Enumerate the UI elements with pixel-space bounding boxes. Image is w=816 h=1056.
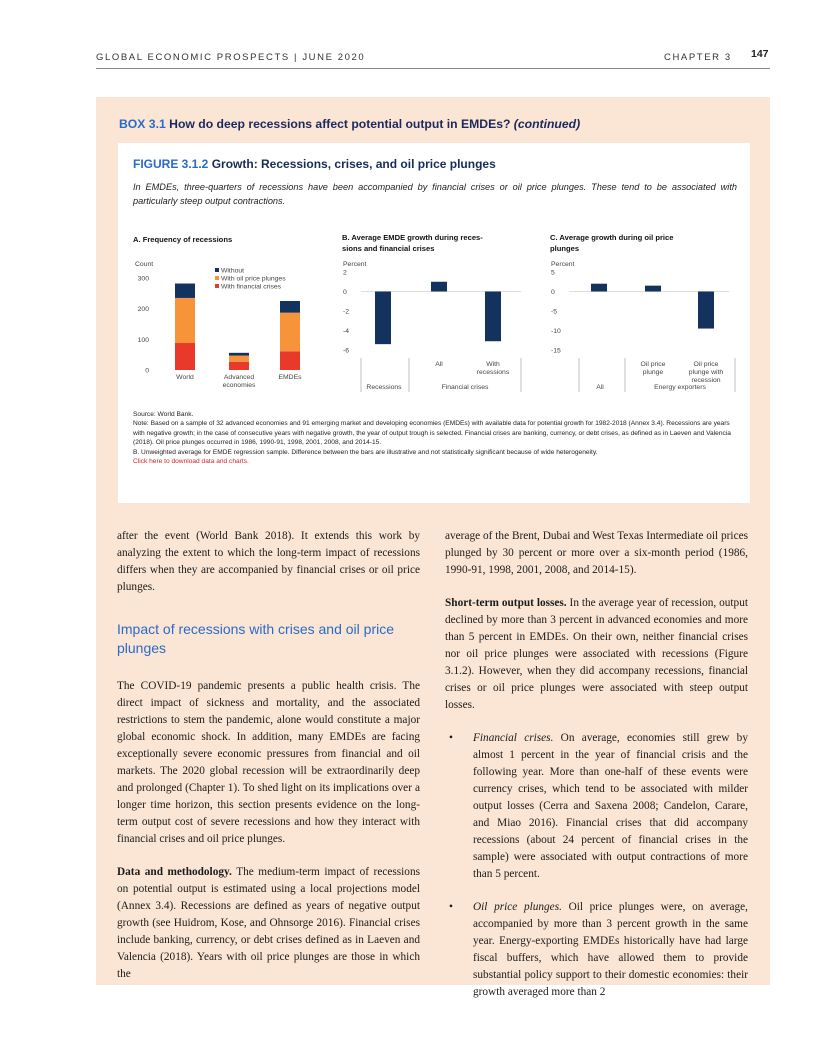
chart-b-ytick: -2 xyxy=(343,308,350,316)
figure-title-text: Growth: Recessions, crises, and oil price plunges xyxy=(208,157,496,171)
chart-b-category-label: With xyxy=(486,361,500,368)
right-paragraph-2 xyxy=(445,595,748,714)
bullet-oil-price-plunges xyxy=(445,899,748,1001)
left-paragraph-3-text: The medium-term impact of recessions on potential output is estimated using a local projections model (Annex 3.4). Recessions are defined as years of negative output growth (see Huidrom, Kose, and Ohnsorge 2016). Financial crises include banking, currency, or debt crises defined as in Laeven and Valencia (2018). Years with oil price plunges are those in which the xyxy=(117,866,420,980)
chart-b-bar xyxy=(485,292,501,342)
box-continued: (continued) xyxy=(510,117,581,131)
chart-c-category-label: Oil price xyxy=(693,361,719,368)
chart-b-ytick: -4 xyxy=(343,328,350,335)
body-column-left xyxy=(117,528,420,999)
chart-a-category-label: EMDEs xyxy=(278,374,302,381)
chart-a-legend-label: Without xyxy=(221,267,245,275)
left-paragraph-2: The COVID-19 pandemic presents a public health crisis. The direct impact of sickness and mortality, and the associated restrictions to stem the pandemic, alone would constitute a major global economic shock. In addition, many EMDEs are facing exceptionally severe economic pressures from financial and oil markets. The 2020 global recession will be extraordinarily deep and prolonged (Chapter 1). To shed light on its implications over a longer time horizon, this section presents evidence on the long-term output cost of severe recessions and how they interact with financial crises and oil price plunges. xyxy=(117,680,420,845)
chart-c-ytick: -5 xyxy=(551,308,558,316)
chart-a-ytick: 300 xyxy=(137,275,149,283)
bullet-1-lead: Financial crises. xyxy=(473,732,554,744)
box-title xyxy=(119,117,580,131)
chart-a-legend-label: With financial crises xyxy=(221,283,282,291)
chart-a-category-label: economies xyxy=(222,382,256,389)
chart-b-bar xyxy=(375,292,391,345)
chart-c-ytick: -15 xyxy=(551,347,561,355)
chart-b-bar xyxy=(431,282,447,292)
chart-c-category-label: plunge with xyxy=(688,369,724,376)
panel-a-title: A. Frequency of recessions xyxy=(133,235,233,244)
chart-a-legend-swatch xyxy=(215,276,219,280)
chart-c-ytick: -10 xyxy=(551,328,561,335)
bullet-1-text: On average, economies still grew by almost 1 percent in the year of financial crisis and the following year. More than one-half of these events were currency crises, which tend to be associated with milder output losses (Cerra and Saxena 2008; Candelon, Carare, and Miao 2016). Financial crises that did accompany recessions (about 24 percent of financial crises in the sample) were associated with output contractions of more than 5 percent. xyxy=(473,732,748,880)
chart-c-category-label: Oil price xyxy=(640,361,666,368)
chart-a-category-label: Advanced xyxy=(223,374,255,381)
short-term-losses-heading: Short-term output losses. xyxy=(445,597,567,609)
body-column-right xyxy=(445,528,748,1017)
figure-source: Source: World Bank. xyxy=(133,411,194,418)
chart-a-bar-without xyxy=(280,301,300,313)
chart-c-bar xyxy=(645,286,661,292)
box-label: BOX 3.1 xyxy=(119,117,166,131)
figure-note-b: B. Unweighted average for EMDE regression sample. Difference between the bars are illustrative and not statistically significant because of wide heterogeneity. xyxy=(133,448,598,456)
chart-c-group-label: Energy exporters xyxy=(654,384,706,391)
chart-a-bar-with-financial-crises xyxy=(175,343,195,370)
panel-b-title xyxy=(342,233,483,254)
chart-c-bar xyxy=(698,292,714,329)
chart-c-group-label: All xyxy=(596,384,604,391)
chart-c-ytick: 5 xyxy=(551,269,555,277)
chart-c-ytick: 0 xyxy=(551,289,555,296)
section-heading: Impact of recessions with crises and oil price plunges xyxy=(117,621,394,656)
chart-b-ytick: -6 xyxy=(343,347,350,355)
chart-a-bar-with-oil-price-plunges xyxy=(175,298,195,343)
chart-a-legend-swatch xyxy=(215,268,219,272)
chart-a-frequency-of-recessions xyxy=(133,258,333,398)
figure-subtitle: In EMDEs, three-quarters of recessions have been accompanied by financial crises or oil price plunges. These tend to be associated with particularly steep output contractions. xyxy=(133,182,737,206)
chart-b-ylabel: Percent xyxy=(343,261,367,268)
panel-b-title-line1: B. Average EMDE growth during reces- xyxy=(342,233,483,242)
figure-label: FIGURE 3.1.2 xyxy=(133,157,209,171)
page-number: 147 xyxy=(751,48,769,60)
running-header-title: GLOBAL ECONOMIC PROSPECTS | JUNE 2020 xyxy=(96,52,366,63)
figure-note-a: Note: Based on a sample of 32 advanced economies and 91 emerging market and developing economies (EMDEs) with available data for potential growth for 1982-2018 (Annex 3.4). Recessions are years with negative growth; in the case of consecutive years with negative growth, the year of output trough is selected. Financial crises are banking, currency, or debt crises, as defined as in Laeven and Valencia (2018). Oil price plunges occurred in 1986, 1990-91, 1998, 2001, 2008, and 2014-15. xyxy=(133,420,731,447)
right-paragraph-2-text: In the average year of recession, output declined by more than 3 percent in advanced economies and more than 5 percent in EMDEs. On their own, neither financial crises nor oil price plunges were associated with recessions (Figure 3.1.2). However, when they did accompany recessions, financial crises or oil price plunges were associated with steep output losses. xyxy=(445,597,748,711)
chart-b-group-label: Financial crises xyxy=(441,384,489,391)
left-paragraph-1: after the event (World Bank 2018). It extends this work by analyzing the extent to which the long-term impact of recessions differs when they are accompanied by financial crises or oil price plunges. xyxy=(117,530,420,593)
chart-c-growth-oil-plunges xyxy=(549,258,749,398)
chart-c-ylabel: Percent xyxy=(551,261,575,268)
chart-b-ytick: 0 xyxy=(343,289,347,296)
bullet-2-lead: Oil price plunges. xyxy=(473,901,562,913)
bullet-2-text: Oil price plunges were, on average, accompanied by more than 3 percent growth in the same year. Energy-exporting EMDEs historically have had large fiscal buffers, which have allowed them to provide substantial policy support to their domestic economies: their growth averaged more than 2 xyxy=(473,901,748,998)
panel-c-title-line2: plunges xyxy=(550,243,580,253)
panel-c-title xyxy=(550,233,673,254)
header-rule xyxy=(96,68,770,69)
chart-b-growth-recessions-crises xyxy=(341,258,541,398)
chart-a-bar-with-financial-crises xyxy=(229,362,249,370)
chart-c-bar xyxy=(591,284,607,292)
panel-b-title-line2: sions and financial crises xyxy=(342,243,435,253)
left-paragraph-3 xyxy=(117,864,420,983)
chart-a-ytick: 200 xyxy=(137,306,149,314)
chart-a-bar-without xyxy=(175,284,195,298)
chart-a-ylabel: Count xyxy=(135,261,154,268)
running-header-chapter: CHAPTER 3 xyxy=(664,52,732,63)
chart-a-legend-swatch xyxy=(215,284,219,288)
chart-c-category-label: plunge xyxy=(642,369,664,376)
panel-c-title-line1: C. Average growth during oil price xyxy=(550,233,674,242)
bullet-dot: • xyxy=(449,901,453,913)
bullet-financial-crises xyxy=(445,730,748,883)
chart-b-ytick: 2 xyxy=(343,269,347,277)
chart-a-bar-with-financial-crises xyxy=(280,351,300,370)
chart-c-category-label: recession xyxy=(691,377,721,384)
chart-b-group-label: Recessions xyxy=(366,384,402,391)
chart-a-bar-with-oil-price-plunges xyxy=(229,356,249,362)
chart-a-ytick: 0 xyxy=(145,367,149,375)
chart-a-bar-without xyxy=(229,353,249,356)
data-methodology-heading: Data and methodology. xyxy=(117,866,232,878)
chart-a-ytick: 100 xyxy=(137,336,149,344)
download-data-link[interactable]: Click here to download data and charts. xyxy=(133,458,249,466)
chart-a-legend-label: With oil price plunges xyxy=(221,275,286,283)
bullet-dot: • xyxy=(449,732,453,744)
chart-b-category-label: recessions xyxy=(476,369,510,376)
right-paragraph-1: average of the Brent, Dubai and West Texas Intermediate oil prices plunged by 30 percent or more over a six-month period (1986, 1990-91, 1998, 2001, 2008, and 2014-15). xyxy=(445,530,748,576)
box-title-text: How do deep recessions affect potential output in EMDEs? xyxy=(165,117,511,131)
figure-notes xyxy=(133,410,743,466)
chart-a-bar-with-oil-price-plunges xyxy=(280,313,300,352)
figure-title xyxy=(133,157,496,171)
chart-b-category-label: All xyxy=(435,361,443,368)
chart-a-category-label: World xyxy=(176,374,194,381)
